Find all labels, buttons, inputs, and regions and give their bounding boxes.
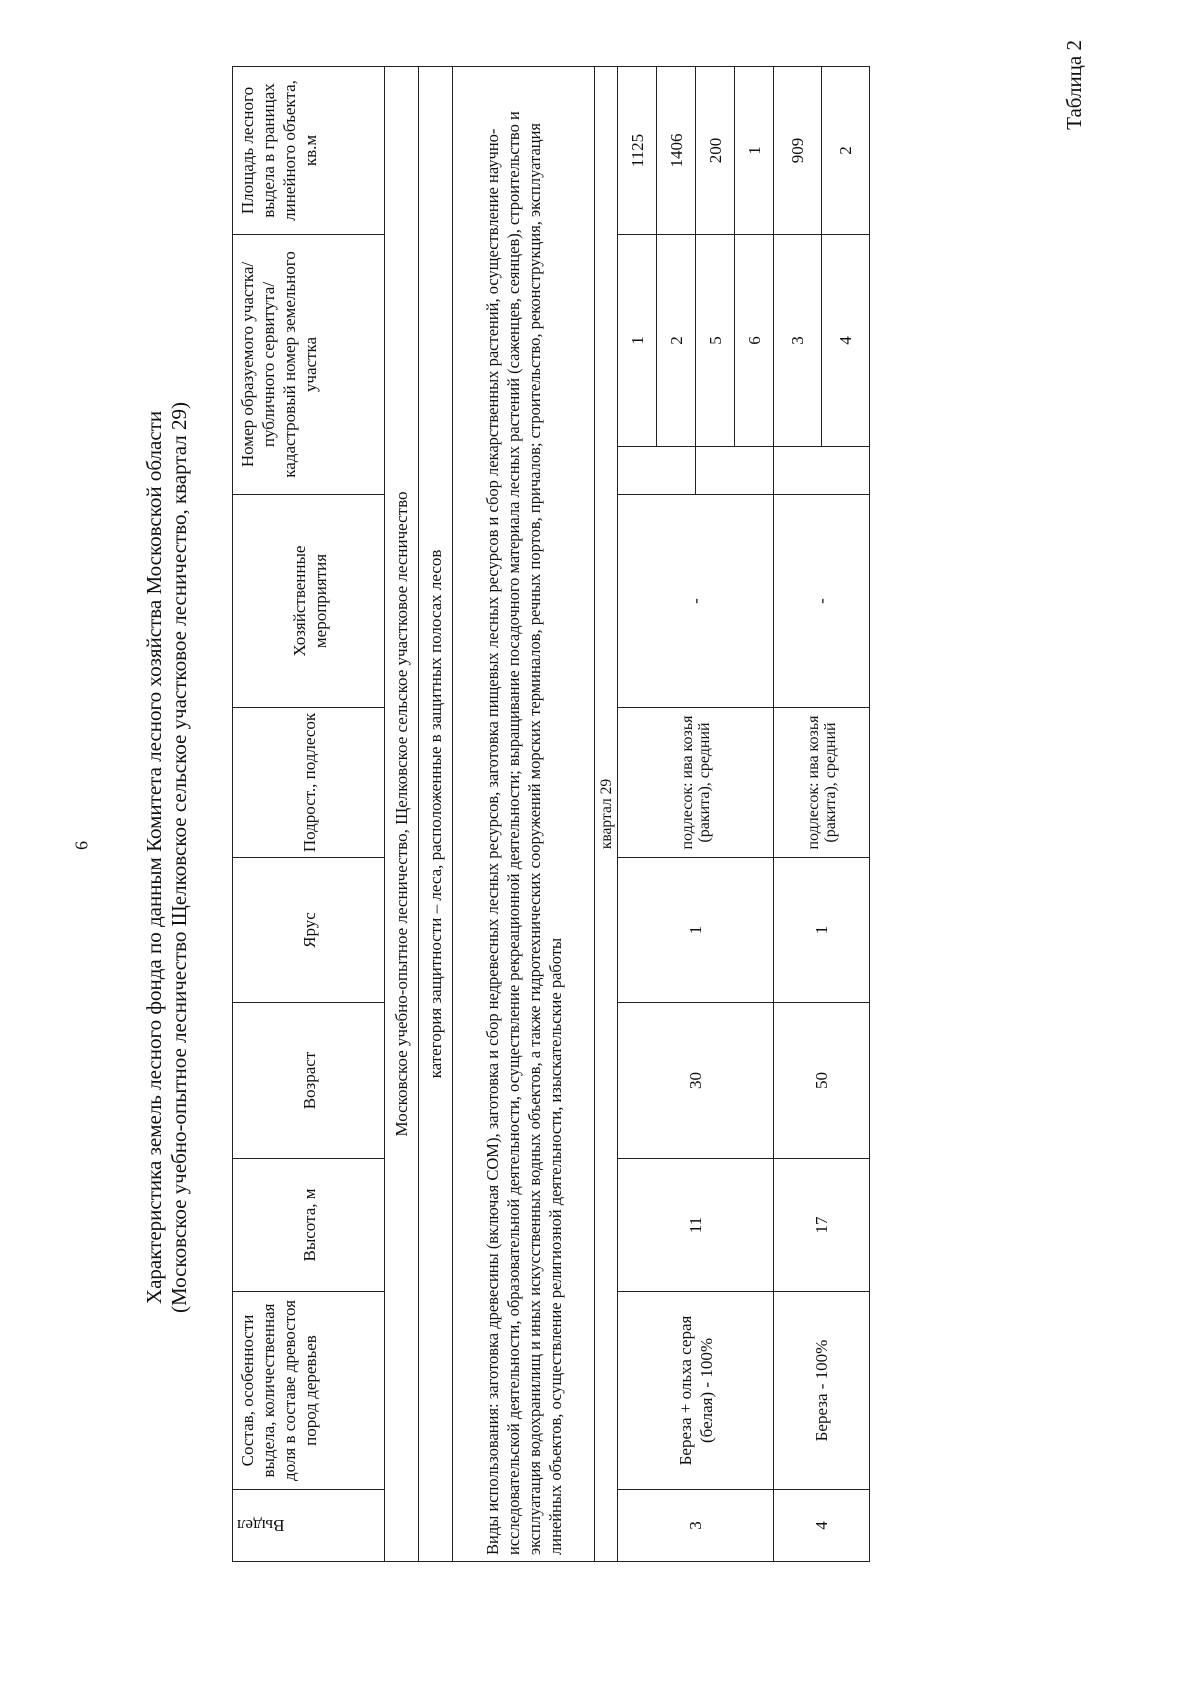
- table-label: Таблица 2: [1062, 40, 1086, 130]
- header-age: Возраст: [233, 1003, 385, 1159]
- plot-number-cell: 2: [657, 235, 696, 447]
- area-cell: 200: [696, 67, 735, 235]
- plot-number-cell: 3: [774, 235, 822, 447]
- quarter-label: квартал 29: [595, 67, 618, 1562]
- measures-cell: -: [774, 495, 870, 708]
- header-plot-number: Номер образуемого участка/ публичного сервитута/кадастровый номер земельного участка: [233, 235, 385, 495]
- plot-number-cell: 4: [822, 235, 870, 447]
- title-line-2: (Московское учебно-опытное лесничество Щелковское сельское участковое лесничество, квартал 29): [167, 401, 191, 1314]
- protection-category-row: [419, 67, 453, 1562]
- header-measures: Хозяйственные мероприятия: [233, 495, 385, 708]
- header-row: [233, 67, 385, 1562]
- measures-cell: -: [618, 495, 774, 708]
- header-composition: Состав, особенности выдела, количественная доля в составе древостоя пород деревьев: [233, 1292, 385, 1490]
- header-undergrowth: Подрост., подлесок: [233, 708, 385, 858]
- empty-cell: [774, 447, 870, 495]
- undergrowth-cell: подлесок: ива козья (ракита), средний: [618, 708, 774, 858]
- age-cell: 50: [774, 1003, 870, 1159]
- area-cell: 1125: [618, 67, 657, 235]
- usage-row: [453, 67, 595, 1562]
- header-area: Площадь лесного выдела в границах линейного объекта, кв.м: [233, 67, 385, 235]
- header-height: Высота, м: [233, 1159, 385, 1292]
- forestry-row: [385, 67, 419, 1562]
- tier-cell: 1: [774, 858, 870, 1003]
- height-cell: 17: [774, 1159, 870, 1292]
- vydel-cell: 4: [774, 1490, 870, 1562]
- undergrowth-cell: подлесок: ива козья (ракита), средний: [774, 708, 870, 858]
- height-cell: 11: [618, 1159, 774, 1292]
- header-tier: Ярус: [233, 858, 385, 1003]
- title-line-1: Характеристика земель лесного фонда по данным Комитета лесного хозяйства Московской области: [142, 410, 166, 1305]
- document-title: [142, 35, 192, 1680]
- protection-category: категория защитности – леса, расположенные в защитных полосах лесов: [419, 67, 453, 1562]
- usage-types: Виды использования: заготовка древесины (включая СОМ), заготовка и сбор недревесных лесных ресурсов, заготовка пищевых лесных ресурсов и сбор лекарственных растений, осуществление научно-исследовательской деятельности, образовательной деятельности, осуществление рекреационной деятельности; выращивание посадочного материала лесных растений (саженцев, сеянцев), строительство и эксплуатация водохранилищ и иных искусственных водных объектов, а также гидротехнических сооружений морских терминалов, речных портов, причалов; строительство, реконструкция, эксплуатация линейных объектов, осуществление религиозной деятельности, изыскательские работы: [453, 67, 595, 1562]
- plot-number-cell: 6: [735, 235, 774, 447]
- area-cell: 1406: [657, 67, 696, 235]
- table-row: [774, 67, 822, 1562]
- composition-cell: Береза + ольха серая (белая) - 100%: [618, 1292, 774, 1490]
- quarter-row: [595, 67, 618, 1562]
- plot-number-cell: 5: [696, 235, 735, 447]
- plot-number-cell: 1: [618, 235, 657, 447]
- table-row: [618, 67, 657, 1562]
- area-cell: 1: [735, 67, 774, 235]
- forestry-name: Московское учебно-опытное лесничество, Щелковское сельское участковое лесничество: [385, 67, 419, 1562]
- area-cell: 2: [822, 67, 870, 235]
- empty-cell: [618, 447, 696, 495]
- empty-cell: [696, 447, 774, 495]
- forest-fund-table: [232, 66, 870, 1562]
- tier-cell: 1: [618, 858, 774, 1003]
- vydel-cell: 3: [618, 1490, 774, 1562]
- area-cell: 909: [774, 67, 822, 235]
- rotated-page-content: [0, 35, 1128, 1680]
- page-number: 6: [71, 841, 92, 850]
- age-cell: 30: [618, 1003, 774, 1159]
- header-vydel: Выдел: [233, 1490, 385, 1562]
- composition-cell: Береза - 100%: [774, 1292, 870, 1490]
